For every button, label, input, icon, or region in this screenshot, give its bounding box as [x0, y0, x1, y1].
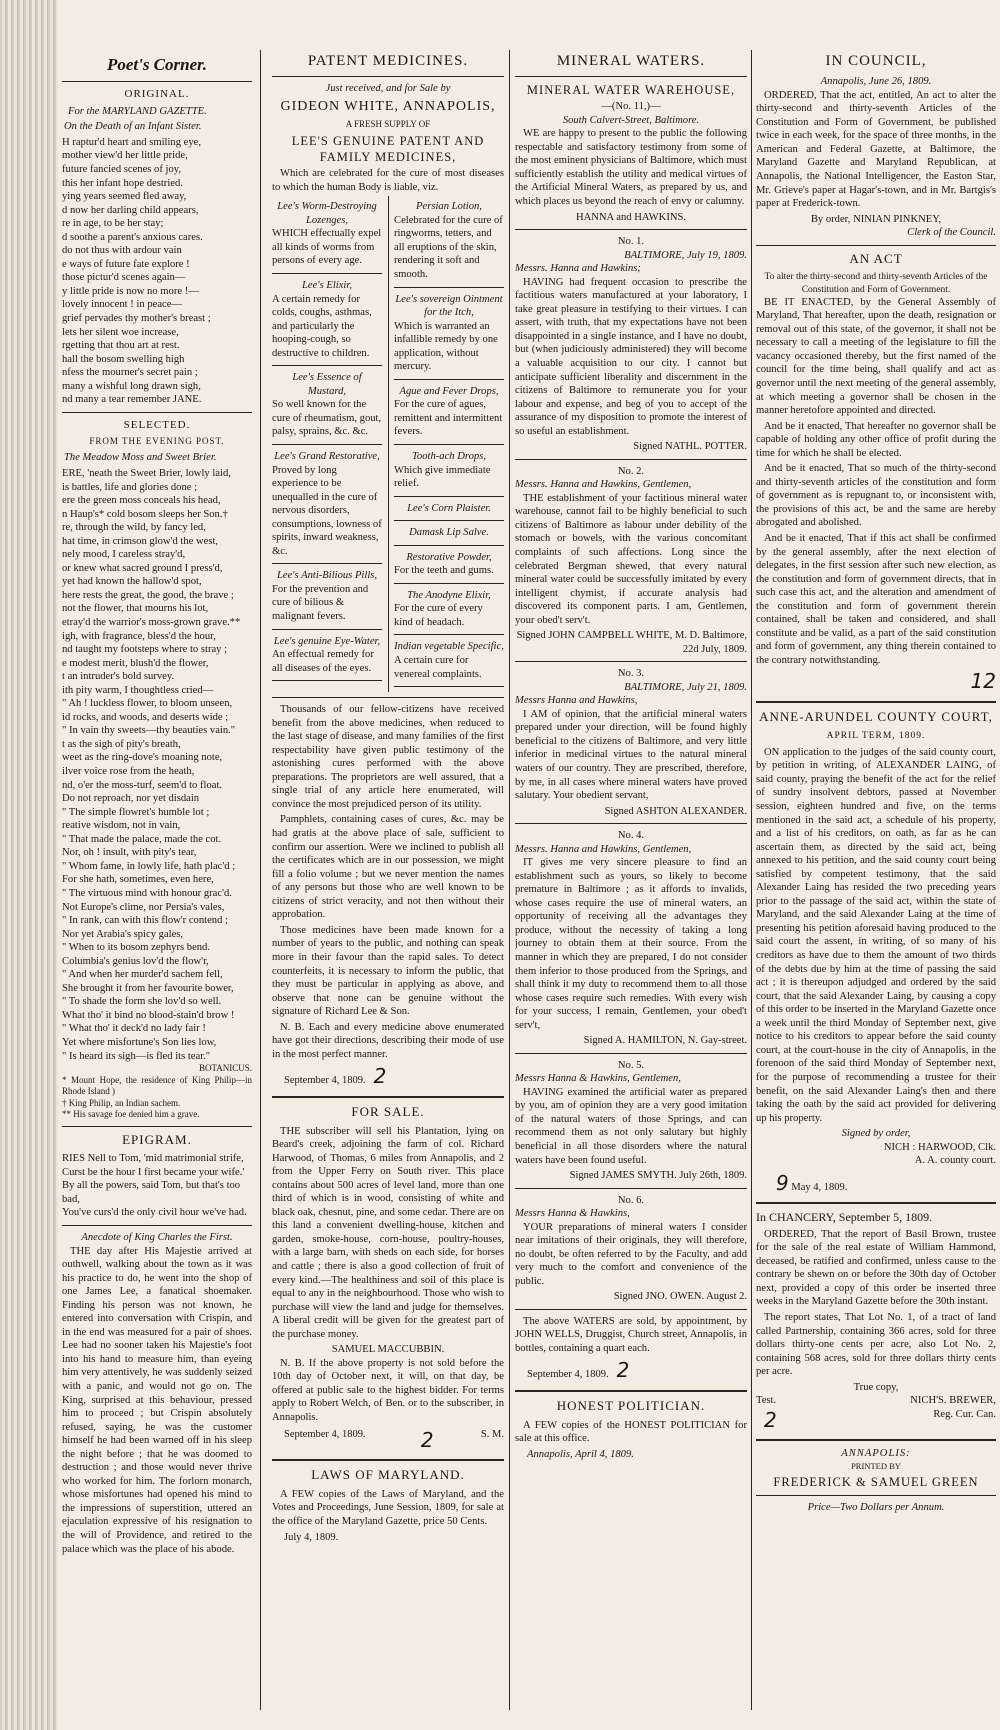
medicine-description: A certain cure for venereal complaints.: [394, 655, 482, 680]
medicine-list-left: [272, 196, 382, 692]
mineral-waters-header: MINERAL WATERS.: [556, 53, 706, 69]
medicine-name: Restorative Powder,: [406, 551, 492, 563]
poem-line: id rocks, and woods, and deserts wide ;: [62, 711, 229, 723]
divider: [62, 81, 252, 82]
binding-edge: [0, 0, 58, 1730]
divider: [62, 1225, 252, 1226]
handwritten-mark: 9: [776, 1170, 789, 1195]
medicines-paragraph: Those medicines have been made known for a number of years to the public, and nothing can speak more in their favour than the rapid sales. To detect counterfeits, it is necessary to inform the public, that they must be particular in applying as above, and observe that none can be genuine without the signature of Richard Lee & Son.: [272, 924, 504, 1018]
divider: [272, 1096, 504, 1098]
medicine-name: Ague and Fever Drops,: [399, 385, 499, 397]
column-council: [756, 50, 996, 1710]
divider: [272, 76, 504, 77]
poem-line: Curst be the hour I first became your wife.': [62, 1166, 245, 1178]
warehouse-intro: WE are happy to present to the public the following respectable and satisfactory testimony from some of the most eminent physicians of Baltimore, which must sufficiently establish the utility and medical virtues of the Artificial Mineral Waters, as prepared by us, and which places us beyond the reach of envy or calumny.: [515, 128, 747, 208]
divider: [756, 1439, 996, 1441]
honest-politician-date: Annapolis, April 4, 1809.: [527, 1448, 634, 1460]
medicine-description: An effectual remedy for all diseases of the eyes.: [272, 649, 374, 674]
council-clerk: Clerk of the Council.: [907, 227, 996, 239]
letter-body: THE establishment of your factitious mineral water warehouse, cannot fail to be highly beneficial to such citizens of Baltimore as labour under debility of the stomach or bowels, with the various concomitant complaints of such affections. Long since the celebrated Bergman shewed, that every natural mineral water could be successfully imitated by every intelligent chymist, if accurate analysis had discovered its component parts. I am, Gentlemen, your obed't serv't.: [515, 492, 747, 626]
letter-signer: Signed NATHL. POTTER.: [633, 441, 747, 453]
letter-body: HAVING had frequent occasion to prescribe the factitious waters manufactured at your laboratory, I take great pleasure in testifying to their virtues. I can assert, with truth, that my expectations have not been disappointed in a single instance, and I have no doubt, but (when judiciously administered) they will become a valuable acquisition to our city. I cannot but anticipate sufficient liberality and discernment in the citizens of Baltimore to remunerate you for your labour and expense, and beg of you to accept of the assurance of my disposition to promote the interest of so useful an establishment.: [515, 276, 747, 437]
poem-line: Nor, oh ! insult, with pity's tear,: [62, 847, 197, 859]
divider: [394, 496, 504, 497]
poem1-title: On the Death of an Infant Sister.: [64, 121, 202, 133]
poem-line: igh, with fragrance, bless'd the hour,: [62, 630, 216, 642]
letter-salutation: Messrs Hanna & Hawkins,: [515, 1208, 630, 1220]
medicine-name: Lee's sovereign Ointment for the Itch,: [395, 293, 503, 319]
medicines-paragraph: Thousands of our fellow-citizens have received benefit from the above medicines, when reduced to the last stage of disease, and many families of the first respectability have given public testimony of the astonishing cures performed with the above preparations. The proprietors are well assured, that a single trial of any article here enumerated, will convince the most prejudiced person of its utility.: [272, 704, 504, 810]
chancery-text: ORDERED, That the report of Basil Brown, trustee for the sale of the real estate of William Hammond, deceased, be ratified and confirmed, unless cause to the contrary be shewn on or before the 30th day of October next, provided a copy of this order be inserted three weeks in the Maryland Gazette before the 30th instant.: [756, 1228, 996, 1308]
medicine-list-right: [388, 196, 504, 692]
date-text: September 4, 1809.: [527, 1369, 609, 1381]
court-clerk-2: A. A. county court.: [914, 1155, 996, 1167]
poem-line: many a wishful long drawn sigh,: [62, 380, 201, 392]
handwritten-mark: 2: [373, 1064, 387, 1089]
divider: [272, 1459, 504, 1461]
medicine-name: Tooth-ach Drops,: [412, 451, 486, 462]
chancery-report: The report states, That Lot No. 1, of a tract of land called Partnership, containing 366 acres, sold for three dollars thirty-one cents per acre, also Lot No. 2, containing 568 acres, sold for three dollars thirty cents per acre.: [756, 1312, 996, 1378]
divider: [394, 520, 504, 521]
imprint-price: Price—Two Dollars per Annum.: [807, 1501, 945, 1513]
poem2-title: The Meadow Moss and Sweet Brier.: [64, 452, 217, 464]
letter-body: IT gives me very sincere pleasure to find an establishment such as yours, so likely to become premature in Baltimore ; as it affords to invalids, whose cases require the use of mineral waters, an opportunity of receiving all the advantages they produce, without the necessity of taking a long journey to obtain them at their source. From the manner in which they are prepared, I do not consider them inferior to those produced from the Springs, and shall think it my duty to recommend them to all those whose cases require such remedies. With every wish for your success, I remain, Gentlemen, your obed't serv't,: [515, 857, 747, 1031]
act-mark-wrap: [756, 669, 996, 695]
letter-salutation: Messrs Hanna and Hawkins,: [515, 695, 638, 707]
divider: [272, 697, 504, 698]
warehouse-number: —(No. 11,)—: [601, 101, 661, 113]
court-date: [768, 1171, 996, 1197]
poem-line: hat time, in crimson glow'd the west,: [62, 535, 219, 547]
column-mineral-waters: [515, 50, 747, 1710]
poem-line: d now her darling child appears,: [62, 204, 199, 216]
date-text: May 4, 1809.: [791, 1181, 848, 1193]
poem-line: Yet where misfortune's Son lies low,: [62, 1036, 217, 1048]
poem-line: " That made the palace, made the cot.: [62, 833, 222, 845]
divider: [272, 629, 382, 630]
poem-line: d soothe a parent's anxious cares.: [62, 231, 203, 243]
warehouse-name: MINERAL WATER WAREHOUSE,: [526, 83, 736, 98]
waters-date: [527, 1358, 747, 1384]
chancery-test-line: [756, 1394, 996, 1408]
medicine-description: WHICH effectually expel all kinds of worms from persons of every age.: [272, 228, 382, 267]
act-text: [756, 296, 996, 668]
date-text: September 4, 1809.: [284, 1428, 366, 1440]
medicine-name: Persian Lotion,: [416, 201, 482, 213]
poem-line: " The simple flowret's humble lot ;: [62, 806, 210, 818]
poem-line: y little pride is now no more !—: [62, 285, 199, 297]
medicine-name: Lee's Essence of Mustard,: [292, 372, 362, 397]
poem-line: Nor yet Arabia's spicy gales,: [62, 928, 184, 940]
poem-line: † King Philip, an Indian sachem.: [62, 1097, 181, 1108]
medicine-description: For the prevention and cure of bilious & malignant fevers.: [272, 583, 369, 623]
medicines-paragraph: Pamphlets, containing cases of cures, &c. may be had gratis at the above place of sale, sufficient to confirm our assertion. Were we inclined to publish all the certificates which are in our possession, we might fill a folio volume ; but we never mention the names of any persons but those who are well known to be citizens of strict veracity, and not then without their approbation.: [272, 814, 504, 921]
divider: [515, 459, 747, 460]
act-paragraph: And be it enacted, That if this act shall be confirmed by the general assembly, after the next election of delegates, in the first session after such new election, as the constitution and form of government directs, that in such case this act, and the alteration and amendment of the constitution and form of government therein contained, shall be taken and considered, and shall constitute and be valid, as a part of the said constitution and form of government, any thing therein contained to the contrary notwithstanding.: [756, 532, 996, 666]
selected-label: SELECTED.: [123, 418, 191, 431]
poem-line: here rests the great, the good, the brave ;: [62, 589, 234, 601]
laws-date: July 4, 1809.: [284, 1532, 339, 1544]
poem-line: mother view'd her little pride,: [62, 150, 188, 162]
chancery-reg: Reg. Cur. Can.: [933, 1408, 996, 1420]
poem2-footnotes: [62, 1075, 252, 1121]
divider: [394, 444, 504, 445]
poem-line: lovely innocent ! in peace—: [62, 299, 183, 311]
imprint-printers: FREDERICK & SAMUEL GREEN: [773, 1474, 979, 1489]
divider: [515, 661, 747, 662]
court-signed: Signed by order,: [841, 1128, 911, 1140]
divider: [272, 365, 382, 366]
poem-line: ith pity warm, I thoughtless cried—: [62, 684, 214, 696]
poem-line: not the flower, that mourns his lot,: [62, 603, 209, 615]
letter-body: I AM of opinion, that the artificial mineral waters prepared under your direction, will be found highly beneficial to the citizens of Baltimore, and very little inferior in medicinal virtues to the natural mineral waters of our country. They are prescribed, therefore, by me, in all cases where mineral waters have proved salutary. Your obedient servant,: [515, 708, 747, 802]
act-paragraph: BE IT ENACTED, by the General Assembly of Maryland, That hereafter, upon the death, resignation or removal out of this state, of the governor, it shall not be necessary to call a meeting of the legislature to fill the vacancy occasioned thereby, but the first named of the council for the time being, shall qualify and act as governor until the next meeting of the general assembly, at which meeting a governor shall be chosen in the manner heretofore appointed and directed.: [756, 296, 996, 417]
medicine-name: Damask Lip Salve.: [409, 527, 489, 539]
poem-line: yet had known the hallow'd spot,: [62, 576, 202, 588]
divider: [756, 701, 996, 703]
poem-line: " When to its bosom zephyrs bend.: [62, 942, 211, 954]
poem-line: " Ah ! luckless flower, to bloom unseen,: [62, 698, 233, 710]
letter-number: No. 2.: [617, 465, 645, 477]
divider: [515, 76, 747, 77]
poem-line: ** His savage foe denied him a grave.: [62, 1109, 200, 1120]
poem-line: " What tho' it deck'd no lady fair !: [62, 1023, 206, 1035]
poem-line: grief pervades thy mother's breast ;: [62, 313, 211, 325]
poem-line: " In rank, can with this flow'r contend ;: [62, 915, 228, 927]
divider: [272, 563, 382, 564]
poem-line: those pictur'd scenes again—: [62, 272, 186, 284]
letter-salutation: Messrs. Hanna and Hawkins;: [515, 263, 641, 275]
column-poets-corner: [62, 50, 252, 1710]
act-subtitle: To alter the thirty-second and thirty-seventh Articles of the Constitution and Form of Government.: [764, 272, 988, 295]
poem-line: " In vain thy sweets—thy beauties vain.": [62, 725, 236, 737]
poem-line: For she hath, sometimes, even here,: [62, 874, 214, 886]
medicine-description: So well known for the cure of rheumatism, gout, palsy, sprains, &c. &c.: [272, 399, 382, 438]
forsale-initials: S. M.: [480, 1428, 504, 1440]
forsale-nb: N. B. If the above property is not sold before the 10th day of October next, it will, on that day, be offered at public sale to the highest bidder. For terms apply to Robert Welch, of Ben. or to the subscriber, in Annapolis.: [272, 1357, 504, 1424]
council-date: Annapolis, June 26, 1809.: [820, 76, 932, 88]
poem-line: future fancied scenes of joy,: [62, 164, 182, 176]
honest-politician-title: HONEST POLITICIAN.: [556, 1398, 706, 1414]
divider: [272, 273, 382, 274]
letter-dateline: BALTIMORE, July 21, 1809.: [624, 681, 747, 693]
from-evening-post: FROM THE EVENING POST.: [89, 435, 225, 446]
poem-line: e modest merit, blush'd the flower,: [62, 657, 209, 669]
in-council-header: IN COUNCIL,: [825, 53, 927, 69]
divider: [62, 1126, 252, 1127]
divider: [394, 287, 504, 288]
poem-line: Columbia's genius lov'd the flow'r,: [62, 955, 209, 967]
poem-line: She brought it from her favourite bower,: [62, 982, 234, 994]
anecdote-text: THE day after His Majestie arrived at outhwell, walking about the town as it was his practice to do, he went into the shop of one James Lee, a fanatical shoemaker. Finding his person was not known, he entered into conversation with Crispin, and in the end was measured for a pair of shoes. Lee had no sooner taken his Majestie's foot into his hand to measure him, than eyeing him very attentively, he was suddenly seized with a panic, and would not go on. The King, surprised at this behaviour, pressed him to proceed ; but Crispin absolutely refused, saying, he was the customer himself he had been warned off in his sleep the night before ; that he was doomed to destruction ; and those would never thrive who worked for him. The forlorn monarch, whose misfortunes had opened his mind to the impressions of superstition, uttered an ejaculation expressive of his resignation to the will of Providence, and retired to the palace which was the place of his abode.: [62, 1245, 252, 1555]
poem-line: nely mood, I careless stray'd,: [62, 549, 186, 561]
medicine-name: Lee's Anti-Bilious Pills,: [276, 570, 378, 582]
column-rule: [751, 50, 752, 1710]
warehouse-address: South Calvert-Street, Baltimore.: [562, 114, 700, 126]
forsale-text: THE subscriber will sell his Plantation, lying on Beard's creek, adjoining the farm of col. Richard Harwood, of Thomas, 6 miles from Annapolis, and 2 from the Upper Ferry on South river. This place contains about 500 acres of level land, more than one third of which is in wood, consisting of white and black oak, chesnut, pine, and some cedar. There are on this land a convenient dwelling-house, kitchen and garden, smoke-house, corn-house, poultry-houses, with a large barn, with sheds on each side, for horses and cattle ; there is also a good collection of fruit of every kind.—The healthiness and soil of this place is equal to any in the neighbourhood. Those who wish to purchase will view the land and judge for themselves. A liberal credit will be given for the greatest part of the purchase money.: [272, 1125, 504, 1340]
divider: [394, 583, 504, 584]
medicines-paragraph: N. B. Each and every medicine above enumerated have got their directions, describing their mode of use in the most perfect manner.: [272, 1021, 504, 1060]
poem-line: " And when her murder'd sachem fell,: [62, 969, 223, 981]
poem1-body: [62, 136, 252, 407]
seller-name: GIDEON WHITE, ANNAPOLIS,: [280, 98, 496, 114]
divider: [394, 686, 504, 687]
medicine-description: Celebrated for the cure of ringworms, tetters, and all eruptions of the skin, rendering it soft and smooth.: [394, 214, 503, 280]
poem-line: lets her silent woe increase,: [62, 326, 179, 338]
letter-signer: Signed JNO. OWEN. August 2.: [613, 1291, 747, 1303]
divider: [756, 1202, 996, 1204]
poem-line: e ways of future fate explore !: [62, 258, 190, 270]
letter-dateline: BALTIMORE, July 19, 1809.: [624, 249, 747, 261]
poem2-signature: BOTANICUS.: [198, 1063, 252, 1074]
medicine-name: Lee's Grand Restorative,: [274, 451, 380, 462]
poem-line: RIES Nell to Tom, 'mid matrimonial strife,: [62, 1153, 244, 1165]
poem-line: re in age, to be her stay;: [62, 218, 164, 230]
poem-line: Do not reproach, nor yet disdain: [62, 793, 200, 805]
divider: [515, 1053, 747, 1054]
column-patent-medicines: [272, 50, 504, 1710]
poem-line: nd taught my footsteps where to stray ;: [62, 644, 228, 656]
divider: [756, 245, 996, 246]
poem-line: this her infant hope destried.: [62, 177, 183, 189]
court-text: ON application to the judges of the said county court, by petition in writing, of ALEXANDER LAING, of said county, praying the benefit of the act for the relief of sundry insolvent debtors, passed at November session, eighteen hundred and five, on the terms mentioned in the said act, a schedule of his property, and a list of his creditors, on oath, as far as he can ascertain them, as directed by the said act, being annexed to his petition, and the said county court being satisfied by competent testimony, that the said Alexander Laing has resided the two preceding years prior to the passage of the said act, within the state of Maryland, and the said Alexander Laing at the time of presenting his petition aforesaid having produced to the said court the assent, in writing, of so many of his creditors as have due to them the amount of two thirds of the debts due by him at the time of passing the said act ; it is thereupon adjudged and ordered by the said court, that the said Alexander Laing, by causing a copy of this order to be inserted in the Maryland Gazette once a week until the third Monday of September next, give notice to his creditors to appear before the said county court, at the court-house in the city of Annapolis, in the forenoon of the said third Monday of September next, for the purpose of recommending a trustee for their benefit, on the said Alexander Laing's then and there taking the oath by the said act provided for delivering up his property.: [756, 746, 996, 1124]
act-title: AN ACT: [849, 250, 903, 266]
medicine-name: Lee's Worm-Destroying Lozenges,: [277, 201, 377, 226]
poem-line: You've curs'd the only civil hour we've had.: [62, 1207, 247, 1219]
handwritten-mark: 2: [420, 1427, 434, 1452]
testimonial-letters: [515, 229, 747, 1304]
chancery-signer: NICH'S. BREWER,: [910, 1395, 996, 1407]
medicine-list: [272, 196, 504, 692]
anecdote-title: Anecdote of King Charles the First.: [81, 1232, 233, 1243]
imprint-city: ANNAPOLIS:: [841, 1448, 911, 1460]
date-text: September 4, 1809.: [284, 1075, 366, 1087]
laws-text: A FEW copies of the Laws of Maryland, and the Votes and Proceedings, June Session, 1809, for sale at the office of the Maryland Gazette, price 50 Cents.: [272, 1488, 504, 1527]
letter-number: No. 3.: [617, 668, 645, 680]
poem-line: or knew what sacred ground I press'd,: [62, 562, 223, 574]
divider: [394, 379, 504, 380]
poem-line: H raptur'd heart and smiling eye,: [62, 136, 201, 148]
chancery-reg-line: [756, 1408, 996, 1434]
medicine-description: A certain remedy for colds, coughs, asthmas, and particularly the hooping-cough, so destructive to children.: [272, 293, 372, 359]
poem1-dedication: For the MARYLAND GAZETTE.: [68, 105, 207, 117]
epigram-body: [62, 1152, 252, 1220]
poem-line: t an intruder's bold survey.: [62, 671, 175, 683]
column-rule: [260, 50, 261, 1710]
poem-line: ere the green moss conceals his head,: [62, 495, 221, 507]
divider: [756, 1495, 996, 1496]
court-clerk: NICH : HARWOOD, Clk.: [883, 1141, 996, 1153]
poets-corner-title: Poet's Corner.: [106, 55, 208, 74]
forsale-title: FOR SALE.: [351, 1103, 425, 1119]
handwritten-mark: 12: [970, 669, 996, 694]
original-label: ORIGINAL.: [124, 87, 190, 100]
poem-line: do not thus with ardour vain: [62, 245, 182, 257]
medicines-intro: Which are celebrated for the cure of most diseases to which the human Body is liable, viz.: [272, 168, 504, 193]
poem-line: " Is heard its sigh—is fled its tear.": [62, 1050, 211, 1062]
medicine-description: For the cure of agues, remittent and intermittent fevers.: [394, 399, 503, 438]
letter-number: No. 1.: [617, 236, 645, 248]
court-title: ANNE-ARUNDEL COUNTY COURT,: [759, 709, 993, 725]
honest-politician-text: A FEW copies of the HONEST POLITICIAN for sale at this office.: [515, 1419, 747, 1445]
poem-line: " To shade the form she lov'd so well.: [62, 996, 222, 1008]
poem-line: " Whom fame, in lowly life, hath plac'd ;: [62, 860, 236, 872]
poem-line: " The virtuous mind with honour grac'd.: [62, 887, 232, 899]
poem-line: t as the sigh of pity's breath,: [62, 738, 181, 750]
handwritten-mark: 2: [616, 1358, 630, 1383]
chancery-title: In CHANCERY, September 5, 1809.: [756, 1210, 933, 1225]
letter-number: No. 4.: [617, 830, 645, 842]
letter-signer: Signed JAMES SMYTH. July 26th, 1809.: [569, 1170, 747, 1182]
letter-signer: Signed A. HAMILTON, N. Gay-street.: [583, 1035, 747, 1047]
epigram-title: EPIGRAM.: [122, 1131, 192, 1147]
medicine-name: Lee's genuine Eye-Water,: [273, 635, 381, 647]
chancery-test: Test.: [756, 1395, 777, 1407]
poem-line: nd, o'er the moss-turf, seem'd to float.: [62, 779, 223, 791]
forsale-date: [284, 1428, 504, 1454]
court-term: APRIL TERM, 1809.: [826, 730, 926, 741]
just-received: Just received, and for Sale by: [325, 83, 451, 95]
letter-salutation: Messrs. Hanna and Hawkins, Gentlemen,: [515, 843, 692, 855]
medicine-description: Proved by long experience to be unequalled in the cure of nervous disorders, consumptions, lowness of spirits, inward weakness, &c.: [272, 464, 382, 557]
medicine-description: Which give immediate relief.: [394, 464, 491, 490]
firm-name: HANNA and HAWKINS.: [575, 211, 687, 223]
letter-number: No. 6.: [617, 1194, 645, 1206]
poem-line: What tho' it bind no blood-stain'd brow !: [62, 1009, 235, 1021]
imprint-by: PRINTED BY: [851, 1460, 901, 1471]
council-order: By order, NINIAN PINKNEY,: [810, 213, 942, 225]
medicine-description: For the teeth and gums.: [394, 565, 494, 577]
divider: [515, 1390, 747, 1392]
letter-signer: Signed ASHTON ALEXANDER.: [604, 805, 747, 817]
letter-body: YOUR preparations of mineral waters I consider near imitations of their originals, they will therefore, no doubt, be often referred to by the Faculty, and add very much to the comfort and convenience of the public.: [515, 1221, 747, 1287]
poem-line: By all the powers, said Tom, but that's too bad,: [62, 1180, 241, 1205]
poem-line: is battles, life and glories done ;: [62, 481, 198, 493]
medicines-body: [272, 703, 504, 1061]
medicine-name: Indian vegetable Specific,: [394, 641, 504, 653]
divider: [515, 229, 747, 230]
divider: [515, 1309, 747, 1310]
divider: [515, 823, 747, 824]
poem-line: ERE, 'neath the Sweet Brier, lowly laid,: [62, 468, 231, 479]
poem-line: Not Europe's clime, nor Persia's vales,: [62, 901, 225, 913]
laws-title: LAWS OF MARYLAND.: [311, 1467, 465, 1483]
poem-line: n Haup's* cold bosom sleeps her Son.†: [62, 508, 228, 520]
letter-signer: Signed JOHN CAMPBELL WHITE, M. D. Baltimore, 22d July, 1809.: [516, 630, 747, 655]
handwritten-mark: 2: [764, 1407, 777, 1432]
letter-salutation: Messrs Hanna & Hawkins, Gentlemen,: [515, 1073, 681, 1085]
medicine-description: For the cure of every kind of headach.: [394, 603, 483, 628]
poem-line: nfess the mourner's secret pain ;: [62, 367, 198, 379]
product-line: LEE'S GENUINE PATENT AND FAMILY MEDICINES,: [291, 134, 485, 165]
poem-line: rgetting that thou art at rest.: [62, 340, 180, 352]
medicine-description: Which is warranted an infallible remedy by one application, without mercury.: [394, 320, 498, 373]
poem-line: reative wisdom, not in vain,: [62, 820, 181, 832]
divider: [515, 1188, 747, 1189]
council-text: ORDERED, That the act, entitled, An act to alter the thirty-second and thirty-seventh Articles of the Constitution and Form of Government, be published twice in each week, for the space of three months, in the American and Federal Gazette, at Baltimore, the Maryland Gazette and Maryland Republican, at Annapolis, the National Intelligencer, the Easton Star, Mr. Grieve's paper at Hagar's-town, and in Mr. Bartgis's paper at Frederick-town.: [756, 89, 996, 210]
letter-number: No. 5.: [617, 1059, 645, 1071]
divider: [62, 412, 252, 413]
divider: [394, 545, 504, 546]
poem-line: ying years seemed fled away,: [62, 191, 187, 203]
fresh-supply: A FRESH SUPPLY OF: [345, 118, 431, 129]
poem-line: nd many a tear remember JANE.: [62, 394, 202, 406]
letter-salutation: Messrs. Hanna and Hawkins, Gentlemen,: [515, 479, 692, 491]
act-paragraph: And be it enacted, That hereafter no governor shall be capable of holding any other office of profit during the time for which he shall be elected.: [756, 420, 996, 459]
poem-line: weet as the ring-dove's moaning note,: [62, 752, 223, 764]
poem-line: ilver voice rose from the heath,: [62, 766, 195, 778]
medicine-name: Lee's Elixir,: [302, 279, 352, 291]
medicines-date: [284, 1064, 504, 1090]
poem-line: hall the bosom swelling high: [62, 353, 185, 365]
chancery-true-copy: True copy,: [853, 1381, 899, 1393]
patent-medicines-header: PATENT MEDICINES.: [307, 53, 469, 69]
forsale-signer: SAMUEL MACCUBBIN.: [331, 1344, 445, 1356]
poem-line: * Mount Hope, the residence of King Philip—in Rhode Island ): [62, 1074, 252, 1097]
waters-closing: The above WATERS are sold, by appointment, by JOHN WELLS, Druggist, Church street, Annapolis, in bottles, containing a quart each.: [515, 1315, 747, 1354]
act-paragraph: And be it enacted, That so much of the thirty-second and thirty-seventh articles of the constitution and form of government as is repugnant to, or inconsistent with, the provisions of this act, be and the same are hereby abrogated and abolished.: [756, 463, 996, 529]
divider: [272, 680, 382, 681]
poem2-body: [62, 467, 252, 1063]
divider: [394, 634, 504, 635]
letter-body: HAVING examined the artificial water as prepared by you, am of opinion they are a very good imitation of the natural waters of those Springs, and can recommend them as not only salutary but highly beneficial in all those disorders where the natural waters have been found useful.: [515, 1086, 747, 1166]
medicine-name: The Anodyne Elixir,: [407, 589, 491, 601]
medicine-name: Lee's Corn Plaister.: [407, 502, 491, 514]
divider: [272, 444, 382, 445]
poem-line: etray'd the warrior's moss-grown grave.**: [62, 617, 241, 629]
column-rule: [509, 50, 510, 1710]
poem-line: re, through the wild, by fancy led,: [62, 522, 206, 534]
